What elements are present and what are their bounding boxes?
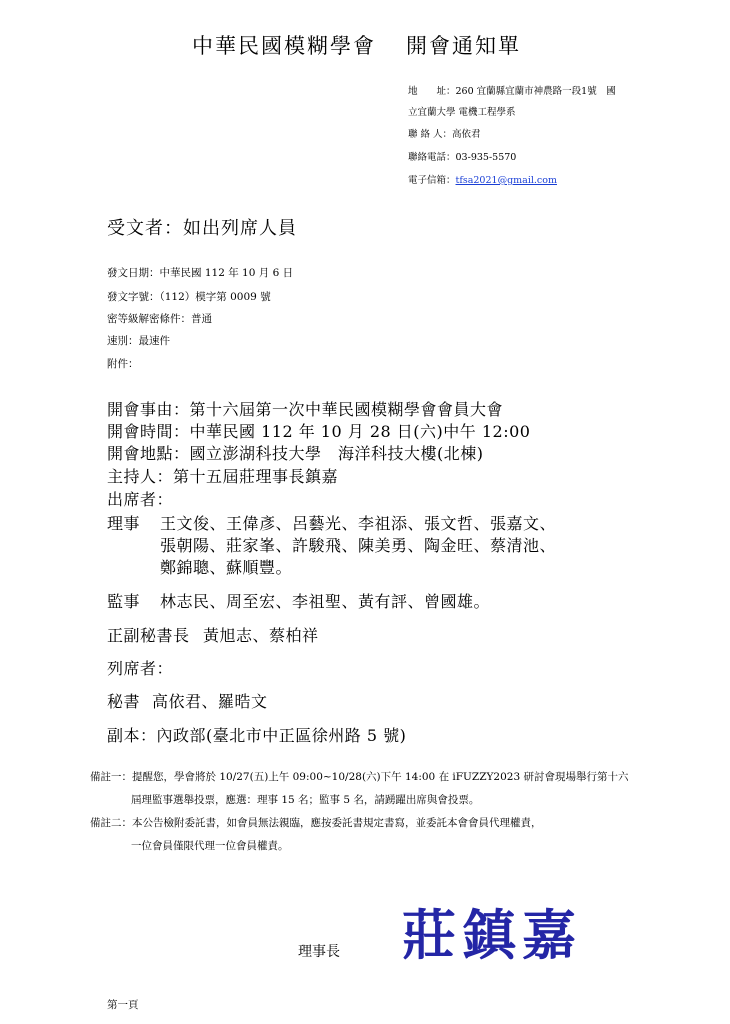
directors-line-3: 鄭錦聰、蘇順豐。 — [160, 558, 293, 577]
recipient: 受文者：如出列席人員 — [107, 218, 297, 239]
secretary-list: 高依君、羅晧文 — [152, 692, 268, 711]
meeting-time: 開會時間：中華民國 112 年 10 月 28 日(六)中午 12:00 — [107, 422, 531, 441]
page-number: 第一頁 — [107, 999, 139, 1011]
meeting-reason: 開會事由：第十六屆第一次中華民國模糊學會會員大會 — [107, 400, 504, 419]
contact-person: 聯 絡 人：高依君 — [408, 129, 481, 140]
secgen-list: 黃旭志、蔡柏祥 — [203, 626, 319, 645]
doc-type: 開會通知單 — [406, 34, 521, 58]
copy-recipient: 副本：內政部(臺北市中正區徐州路 5 號) — [107, 726, 407, 745]
secgen-label: 正副秘書長 — [107, 626, 190, 645]
directors-line-1: 王文俊、王偉彥、呂藝光、李祖添、張文哲、張嘉文、 — [160, 514, 557, 533]
meeting-chair: 主持人：第十五屆莊理事長鎮嘉 — [107, 467, 339, 486]
secretary-label: 秘書 — [107, 692, 141, 711]
email-link[interactable]: tfsa2021@gmail.com — [455, 175, 557, 186]
directors-line-2: 張朝陽、莊家峯、許駿飛、陳美勇、陶金旺、蔡清池、 — [160, 536, 557, 555]
signature-stamp: 莊鎮嘉 — [402, 903, 582, 967]
issue-number: 發文字號：（112）模字第 0009 號 — [107, 291, 271, 303]
contact-email: 電子信箱：tfsa2021@gmail.com — [408, 175, 557, 186]
contact-phone: 聯絡電話：03-935-5570 — [408, 152, 517, 163]
note-2-line-1: 備註二：本公告檢附委託書，如會員無法親臨，應按委託書規定書寫，並委託本會會員代理權責， — [90, 817, 542, 829]
attachment: 附件： — [107, 358, 139, 370]
issue-date: 發文日期：中華民國 112 年 10 月 6 日 — [107, 267, 294, 279]
org-name: 中華民國模糊學會 — [192, 34, 376, 58]
supervisors-list: 林志民、周至宏、李祖聖、黃有評、曾國雄。 — [160, 592, 491, 611]
address-line-2: 立宜蘭大學 電機工程學系 — [408, 107, 516, 118]
observers-label: 列席者： — [107, 659, 174, 678]
supervisors-label: 監事 — [107, 592, 141, 611]
delivery-speed: 速別：最速件 — [107, 335, 170, 347]
signer-title: 理事長 — [298, 944, 340, 960]
meeting-place: 開會地點：國立澎湖科技大學 海洋科技大樓(北棟) — [107, 444, 484, 463]
address-line-1: 地 址：260 宜蘭縣宜蘭市神農路一段1號 國 — [408, 86, 616, 97]
note-1-line-2: 屆理監事選舉投票，應選：理事 15 名；監事 5 名，請踴躍出席與會投票。 — [131, 794, 480, 806]
attendees-label: 出席者： — [107, 490, 174, 509]
note-2-line-2: 一位會員僅限代理一位會員權責。 — [131, 840, 289, 852]
security-level: 密等級解密條件：普通 — [107, 313, 212, 325]
directors-label: 理事 — [107, 514, 141, 533]
document-title — [192, 30, 521, 60]
note-1-line-1: 備註一：提醒您，學會將於 10/27(五)上午 09:00~10/28(六)下午 14:00 在 iFUZZY2023 研討會現場舉行第十六 — [90, 771, 629, 783]
